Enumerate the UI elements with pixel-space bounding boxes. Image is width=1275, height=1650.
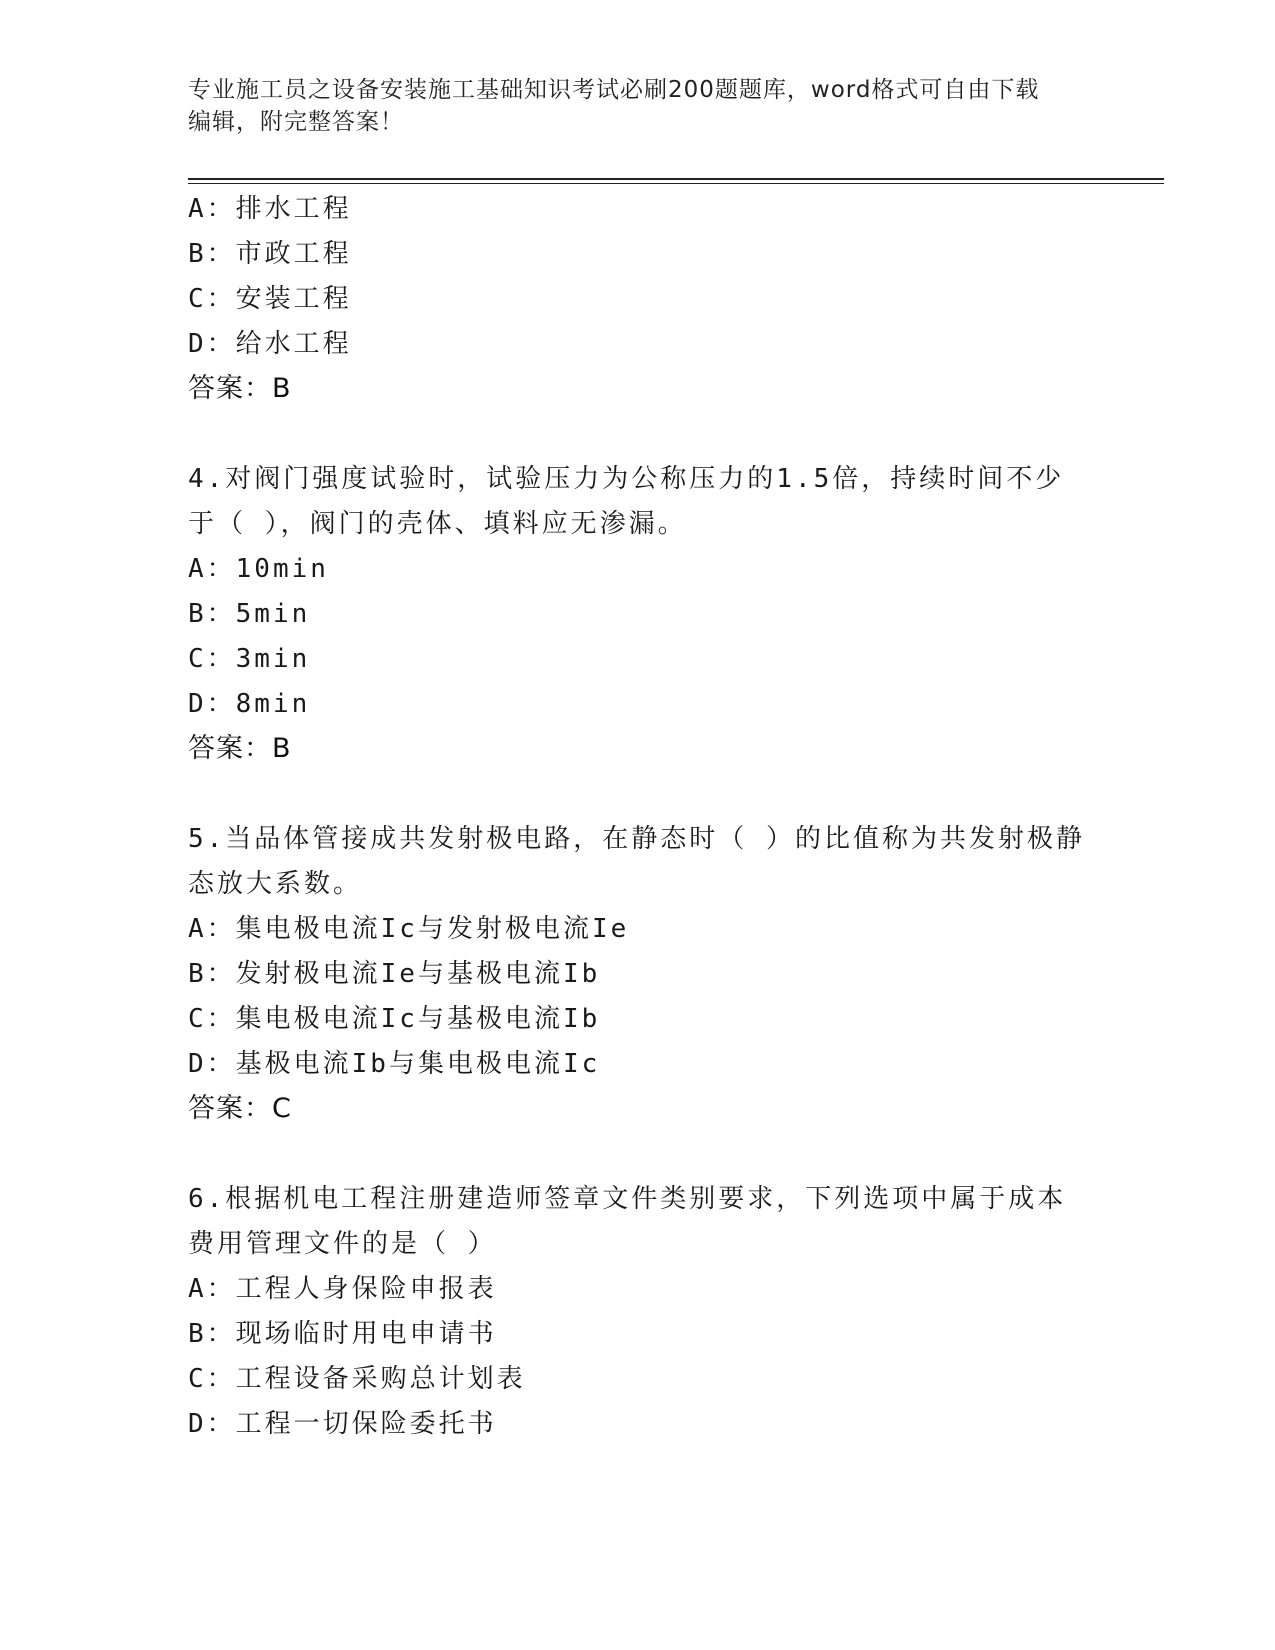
option-c: C：集电极电流Ic与基极电流Ib xyxy=(188,1004,601,1034)
option-a: A：集电极电流Ic与发射极电流Ie xyxy=(188,914,630,944)
option-a: A：工程人身保险申报表 xyxy=(188,1274,497,1304)
option-b: B：现场临时用电申请书 xyxy=(188,1319,497,1349)
option-c: C：安装工程 xyxy=(188,284,352,314)
option-c: C：3min xyxy=(188,644,311,674)
option-d: D：8min xyxy=(188,689,311,719)
option-a: A：排水工程 xyxy=(188,194,352,224)
option-b: B：5min xyxy=(188,599,311,629)
header-title-line1: 专业施工员之设备安装施工基础知识考试必刷200题题库，word格式可自由下载 xyxy=(188,77,1040,103)
header-divider xyxy=(188,178,1164,180)
option-d: D：给水工程 xyxy=(188,329,352,359)
document-header xyxy=(188,74,1068,138)
option-a: A：10min xyxy=(188,554,329,584)
header-title-line2: 编辑，附完整答案！ xyxy=(188,109,404,135)
option-d: D：工程一切保险委托书 xyxy=(188,1409,497,1439)
question-text-line2: 费用管理文件的是（ ） xyxy=(188,1229,497,1259)
question-text-line2: 态放大系数。 xyxy=(188,869,363,899)
header-divider-thin xyxy=(188,183,1164,184)
question-text-line1: 4.对阀门强度试验时，试验压力为公称压力的1.5倍，持续时间不少 xyxy=(188,464,1065,494)
question-text-line1: 5.当品体管接成共发射极电路，在静态时（ ）的比值称为共发射极静 xyxy=(188,824,1085,854)
question-text-line2: 于（ ），阀门的壳体、填料应无渗漏。 xyxy=(188,509,687,539)
answer: 答案：B xyxy=(188,373,292,404)
answer: 答案：B xyxy=(188,733,292,764)
option-d: D：基极电流Ib与集电极电流Ic xyxy=(188,1049,601,1079)
option-b: B：发射极电流Ie与基极电流Ib xyxy=(188,959,601,989)
option-b: B：市政工程 xyxy=(188,239,352,269)
answer: 答案：C xyxy=(188,1093,292,1124)
question-text-line1: 6.根据机电工程注册建造师签章文件类别要求，下列选项中属于成本 xyxy=(188,1184,1067,1214)
option-c: C：工程设备采购总计划表 xyxy=(188,1364,526,1394)
